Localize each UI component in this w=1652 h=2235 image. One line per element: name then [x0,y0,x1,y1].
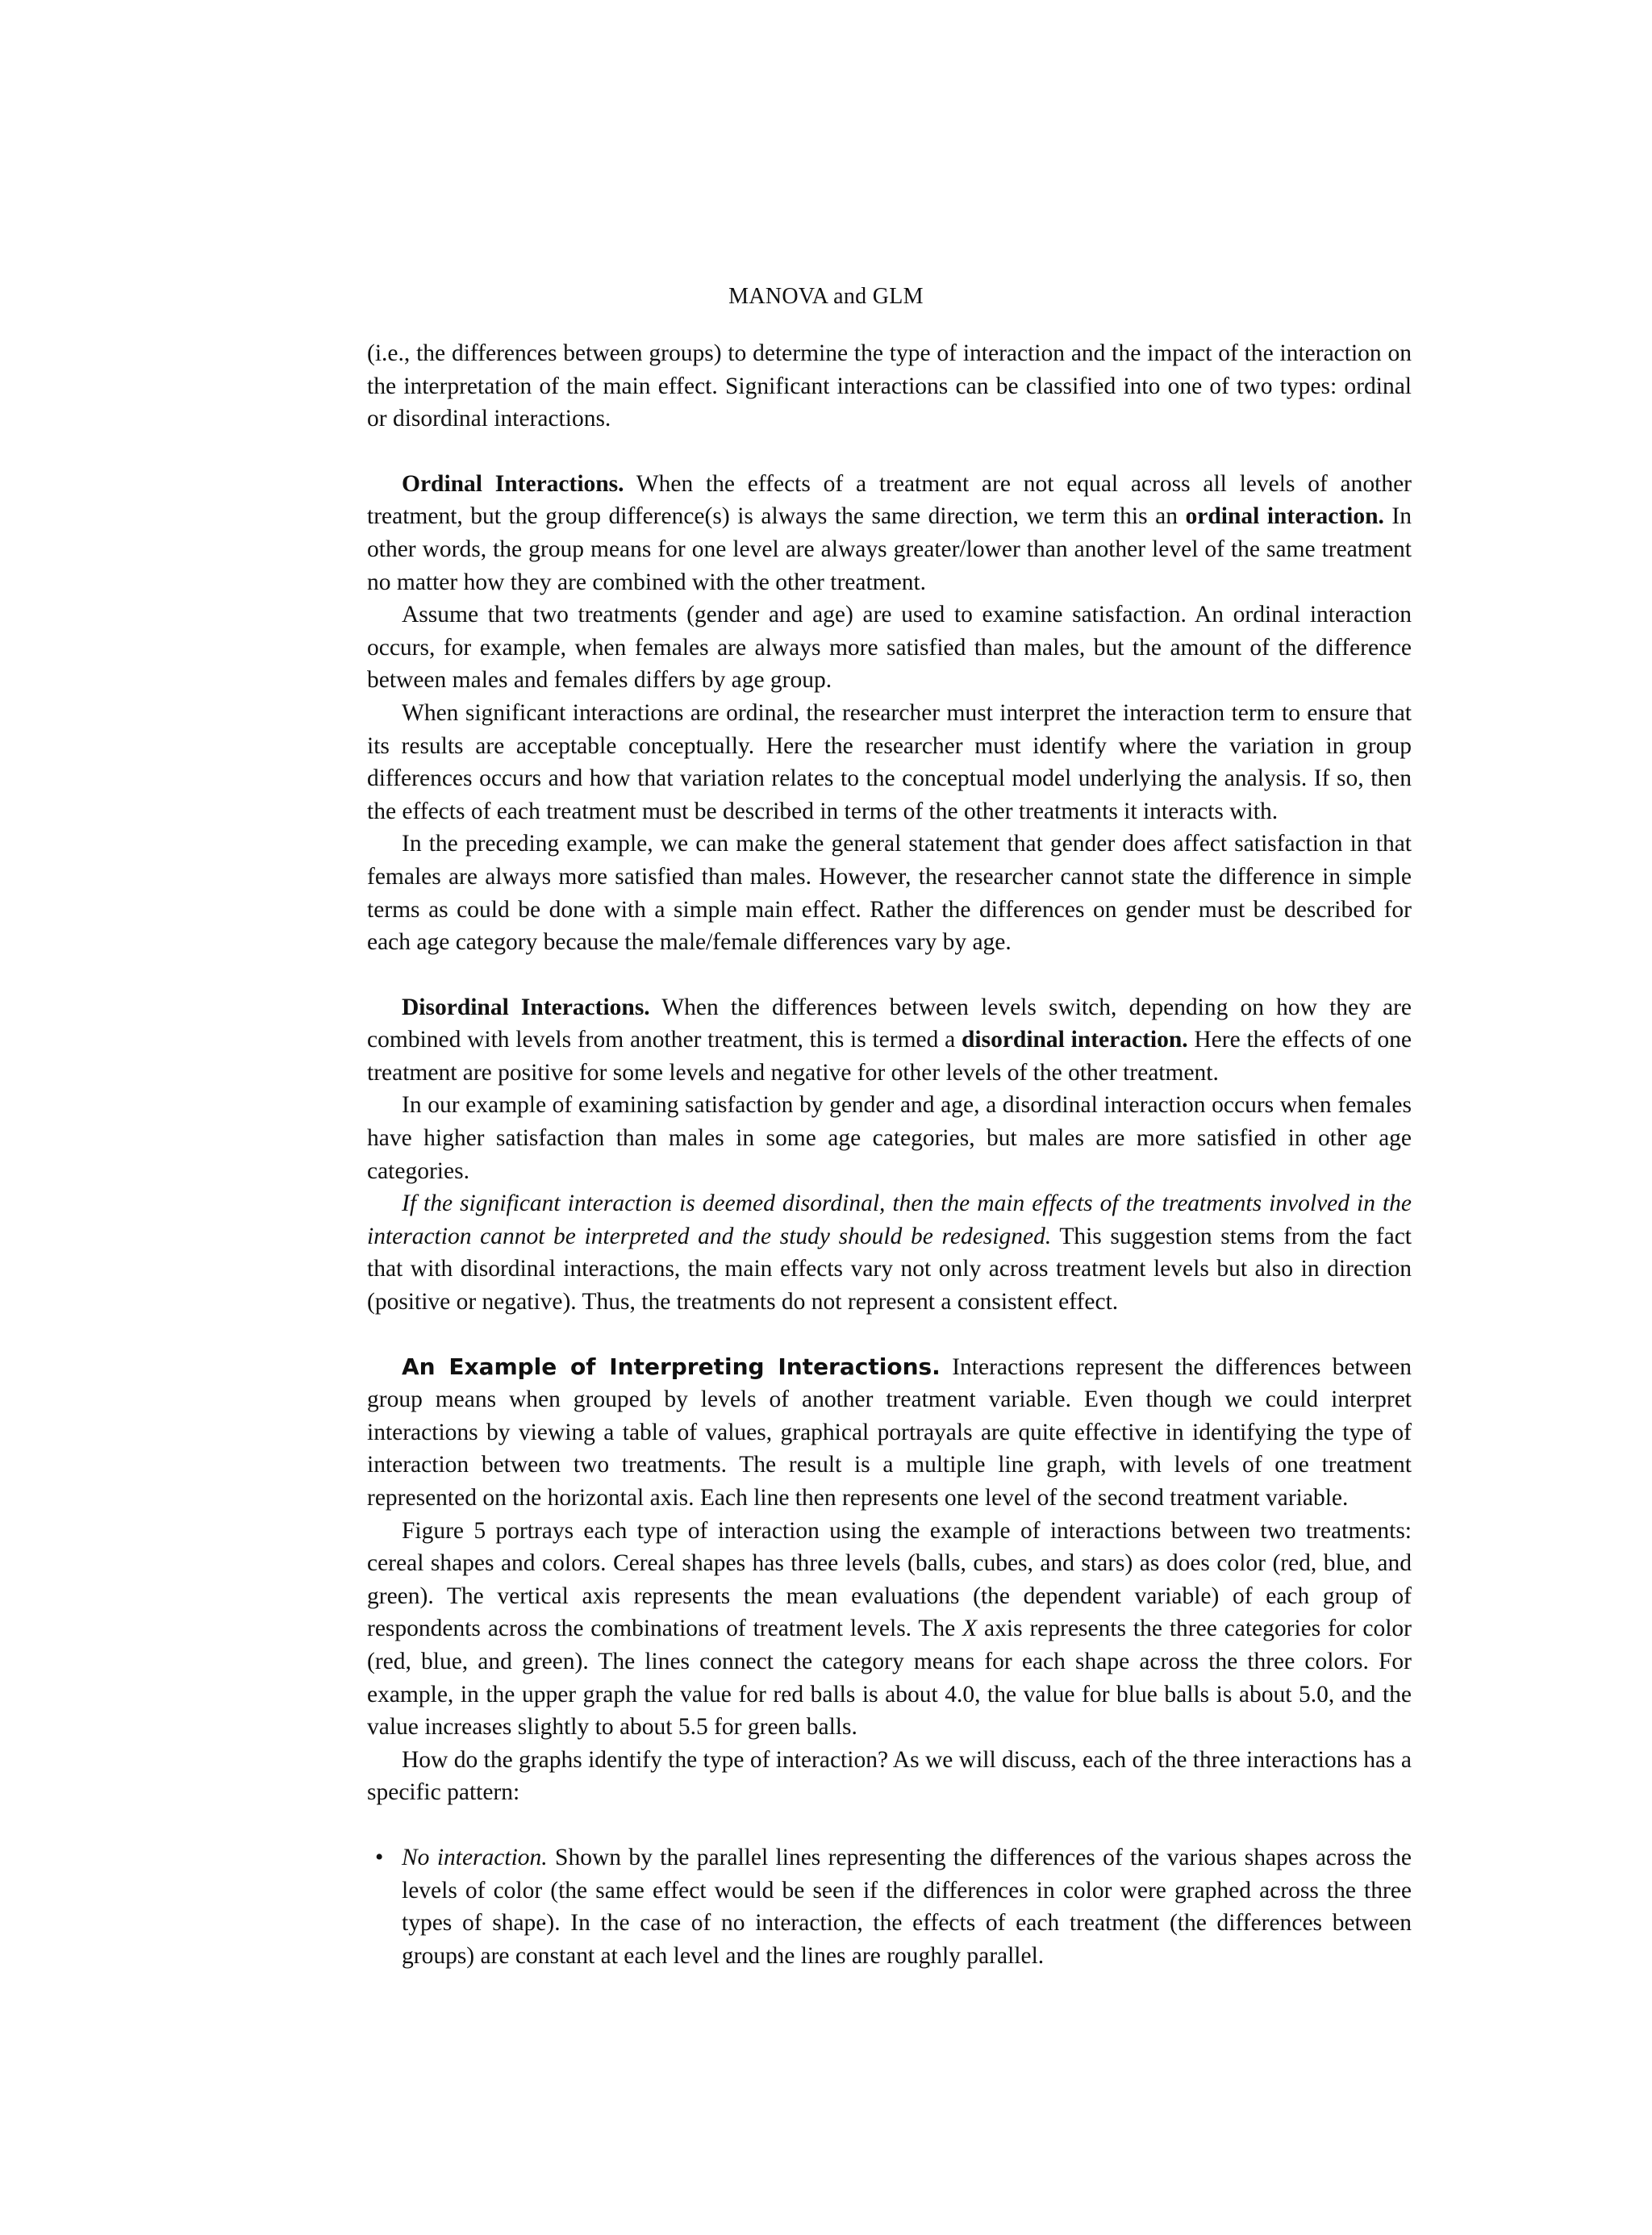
paragraph-example-intro [367,1351,1412,1515]
example-intro-text: Interactions represent the differences between group means when grouped by levels of another treatment variable. Even though we could interpret interactions by viewing a table of values, graphical portrayals are quite effective in identifying the type of interaction between two treatments. The result is a multiple line graph, with levels of one treatment represented on the horizontal axis. Each line then represents one level of the second treatment variable. [367,1353,1412,1511]
running-head: MANOVA and GLM [728,284,924,309]
paragraph-ordinal-interpretation: When significant interactions are ordinal, the researcher must interpret the interaction term to ensure that its results are acceptable conceptually. Here the researcher must identify where the variation in group differences occurs and how that variation relates to the conceptual model underlying the analysis. If so, then the effects of each treatment must be described in terms of the other treatments it interacts with. [367,699,1412,824]
figure-description-text: Figure 5 portrays each type of interaction using the example of interactions between two treatments: cereal shapes and colors. Cereal shapes has three levels (balls, cubes, and stars) as does color (red, blue, and green). The vertical axis represents the mean evaluations (the dependent variable) of each group of respondents across the combinations of treatment levels. The [367,1517,1412,1642]
paragraph-figure-description [367,1515,1412,1744]
bullet-marker: • [375,1844,384,1870]
figure-description-continuation: axis represents the three categories for color (red, blue, and green). The lines connect the category means for each shape across the three colors. For example, in the upper graph the value for red balls is about 4.0, the value for blue balls is about 5.0, and the value increases slightly to about 5.5 for green balls. [367,1616,1412,1741]
disordinal-warning-italic: If the significant interaction is deemed disordinal, then the main effects of the treatments involved in the interaction cannot be interpreted and the study should be redesigned. [367,1190,1412,1249]
paragraph-disordinal-example: In our example of examining satisfaction by gender and age, a disordinal interaction occurs when females have higher satisfaction than males in some age categories, but males are more satisfied in other age categories. [367,1092,1412,1184]
paragraph-ordinal-definition [367,468,1412,598]
bullet-list [367,1841,1412,1972]
term-ordinal-interaction: ordinal interaction. [1185,503,1384,530]
section-heading-ordinal: Ordinal Interactions. [402,470,624,497]
bullet-term: No interaction. [402,1844,548,1870]
paragraph-ordinal-example: Assume that two treatments (gender and age) are used to examine satisfaction. An ordinal interaction occurs, for example, when females are always more satisfied than males, but the amount of the difference between males and females differs by age group. [367,602,1412,694]
disordinal-definition-continuation: Here the effects of one treatment are positive for some levels and negative for other levels of the other treatment. [367,1027,1412,1086]
disordinal-definition-text: When the differences between levels switch, depending on how they are combined with levels from another treatment, this is termed a [367,994,1412,1053]
paragraph-pattern-question: How do the graphs identify the type of interaction? As we will discuss, each of the three interactions has a specific pattern: [367,1746,1412,1806]
ordinal-definition-text: When the effects of a treatment are not equal across all levels of another treatment, but the group difference(s) is always the same direction, we term this an [367,470,1412,530]
paragraph-intro: (i.e., the differences between groups) to determine the type of interaction and the impact of the interaction on the interpretation of the main effect. Significant interactions can be classified into one of two types: ordinal or disordinal interactions. [367,340,1412,432]
paragraph-disordinal-definition [367,991,1412,1090]
disordinal-warning-text: This suggestion stems from the fact that with disordinal interactions, the main effects vary not only across treatment levels but also in direction (positive or negative). Thus, the treatments do not represent a consistent effect. [367,1223,1412,1316]
paragraph-disordinal-warning [367,1187,1412,1318]
bullet-text: Shown by the parallel lines representing the differences of the various shapes across the levels of color (the same effect would be seen if the differences in color were graphed across the three types of shape). In the case of no interaction, the effects of each treatment (the differences between groups) are constant at each level and the lines are roughly parallel. [402,1844,1412,1969]
bullet-item-no-interaction [367,1841,1412,1972]
term-disordinal-interaction: disordinal interaction. [961,1027,1188,1053]
x-axis-letter: X [962,1616,978,1642]
ordinal-definition-continuation: In other words, the group means for one level are always greater/lower than another level of the same treatment no matter how they are combined with the other treatment. [367,503,1412,595]
section-heading-disordinal: Disordinal Interactions. [402,994,650,1020]
body-text [367,337,1412,1972]
section-heading-example: An Example of Interpreting Interactions. [402,1353,941,1380]
paragraph-ordinal-preceding-example: In the preceding example, we can make the general statement that gender does affect satisfaction in that females are always more satisfied than males. However, the researcher cannot state the difference in simple terms as could be done with a simple main effect. Rather the differences on gender must be described for each age category because the male/female differences vary by age. [367,831,1412,956]
